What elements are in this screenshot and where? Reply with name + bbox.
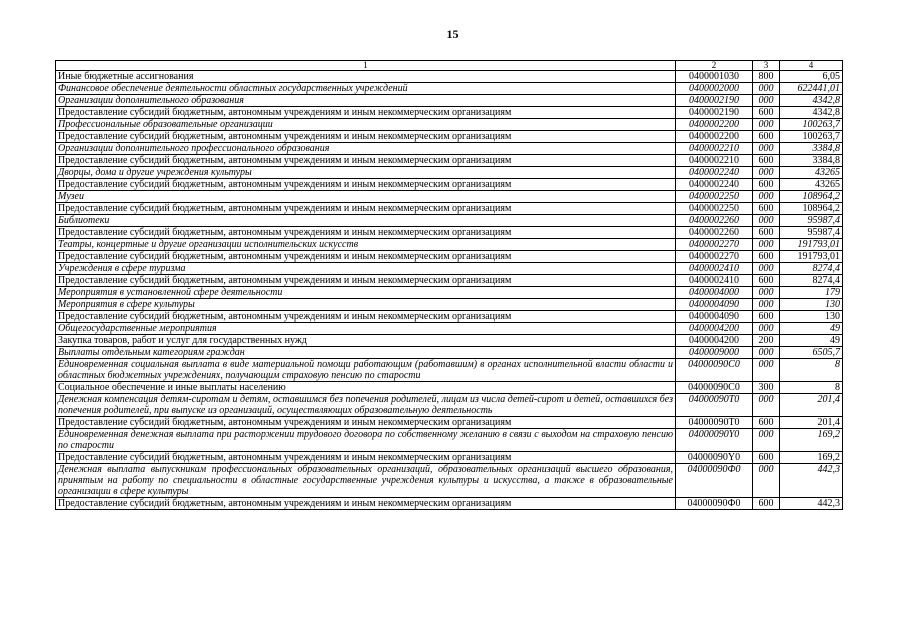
row-code: 0400002270 <box>676 239 753 251</box>
row-expense-type: 000 <box>753 464 780 498</box>
row-name: Выплаты отдельным категориям граждан <box>56 347 676 359</box>
row-name: Предоставление субсидий бюджетным, автономным учреждениям и иным некоммерческим организациям <box>56 311 676 323</box>
row-code: 0400004090 <box>676 299 753 311</box>
row-code: 0400002270 <box>676 251 753 263</box>
row-code: 0400002260 <box>676 215 753 227</box>
row-amount: 3384,8 <box>780 143 843 155</box>
row-name: Предоставление субсидий бюджетным, автономным учреждениям и иным некоммерческим организациям <box>56 107 676 119</box>
row-code: 0400001030 <box>676 71 753 83</box>
row-expense-type: 000 <box>753 215 780 227</box>
row-expense-type: 000 <box>753 95 780 107</box>
row-name: Предоставление субсидий бюджетным, автономным учреждениям и иным некоммерческим организациям <box>56 275 676 287</box>
table-row <box>56 335 843 347</box>
row-code: 0400004200 <box>676 335 753 347</box>
row-name: Предоставление субсидий бюджетным, автономным учреждениям и иным некоммерческим организациям <box>56 203 676 215</box>
table-row <box>56 299 843 311</box>
header-col-1: 1 <box>56 61 676 71</box>
row-expense-type: 000 <box>753 239 780 251</box>
row-expense-type: 000 <box>753 83 780 95</box>
row-code: 0400004000 <box>676 287 753 299</box>
row-amount: 179 <box>780 287 843 299</box>
row-code: 0400002210 <box>676 155 753 167</box>
row-expense-type: 000 <box>753 359 780 382</box>
row-name: Дворцы, дома и другие учреждения культуры <box>56 167 676 179</box>
table-row <box>56 143 843 155</box>
row-code: 04000090C0 <box>676 359 753 382</box>
row-name: Организации дополнительного профессионального образования <box>56 143 676 155</box>
row-amount: 49 <box>780 335 843 347</box>
table-row <box>56 71 843 83</box>
row-amount: 130 <box>780 311 843 323</box>
row-code: 0400002200 <box>676 131 753 143</box>
row-amount: 49 <box>780 323 843 335</box>
table-row <box>56 311 843 323</box>
table-row <box>56 452 843 464</box>
header-col-2: 2 <box>676 61 753 71</box>
row-name: Денежная компенсация детям-сиротам и детям, оставшимся без попечения родителей, лицам из числа детей-сирот и детей, оставшихся без попечения родителей, при выпуске из организаций, осуществляющих образовательную деятельность <box>56 394 676 417</box>
row-name: Закупка товаров, работ и услуг для государственных нужд <box>56 335 676 347</box>
row-name: Иные бюджетные ассигнования <box>56 71 676 83</box>
row-amount: 442,3 <box>780 498 843 510</box>
row-expense-type: 000 <box>753 394 780 417</box>
table-row <box>56 417 843 429</box>
row-amount: 8274,4 <box>780 275 843 287</box>
row-code: 0400009000 <box>676 347 753 359</box>
table-row <box>56 203 843 215</box>
table-body <box>56 71 843 510</box>
row-expense-type: 600 <box>753 131 780 143</box>
row-code: 0400002260 <box>676 227 753 239</box>
row-expense-type: 600 <box>753 452 780 464</box>
row-code: 0400004200 <box>676 323 753 335</box>
row-amount: 201,4 <box>780 394 843 417</box>
budget-table <box>55 60 843 510</box>
row-code: 04000090T0 <box>676 417 753 429</box>
row-name: Предоставление субсидий бюджетным, автономным учреждениям и иным некоммерческим организациям <box>56 131 676 143</box>
row-name: Музеи <box>56 191 676 203</box>
row-amount: 442,3 <box>780 464 843 498</box>
table-row <box>56 429 843 452</box>
row-name: Предоставление субсидий бюджетным, автономным учреждениям и иным некоммерческим организациям <box>56 452 676 464</box>
row-name: Предоставление субсидий бюджетным, автономным учреждениям и иным некоммерческим организациям <box>56 179 676 191</box>
row-name: Театры, концертные и другие организации исполнительских искусств <box>56 239 676 251</box>
row-name: Денежная выплата выпускникам профессиональных образовательных организаций, образовательных организаций высшего образования, принятым на работу по специальности в областные государственные учреждения культуры и искусства, а также в образовательные организации в сфере культуры <box>56 464 676 498</box>
row-amount: 8274,4 <box>780 263 843 275</box>
row-amount: 3384,8 <box>780 155 843 167</box>
row-amount: 8 <box>780 359 843 382</box>
page-number: 15 <box>446 27 459 41</box>
row-code: 04000090C0 <box>676 382 753 394</box>
row-amount: 130 <box>780 299 843 311</box>
row-code: 0400002200 <box>676 119 753 131</box>
table-row <box>56 239 843 251</box>
row-expense-type: 000 <box>753 167 780 179</box>
row-expense-type: 600 <box>753 417 780 429</box>
row-expense-type: 000 <box>753 299 780 311</box>
row-name: Библиотеки <box>56 215 676 227</box>
table-row <box>56 498 843 510</box>
row-expense-type: 600 <box>753 227 780 239</box>
row-amount: 169,2 <box>780 452 843 464</box>
row-name: Профессиональные образовательные организации <box>56 119 676 131</box>
table-row <box>56 382 843 394</box>
row-expense-type: 000 <box>753 347 780 359</box>
row-amount: 95987,4 <box>780 215 843 227</box>
row-amount: 108964,2 <box>780 191 843 203</box>
row-amount: 191793,01 <box>780 251 843 263</box>
row-name: Финансовое обеспечение деятельности областных государственных учреждений <box>56 83 676 95</box>
table-row <box>56 179 843 191</box>
row-expense-type: 000 <box>753 119 780 131</box>
row-expense-type: 600 <box>753 251 780 263</box>
row-amount: 43265 <box>780 179 843 191</box>
row-code: 0400002250 <box>676 203 753 215</box>
table-row <box>56 119 843 131</box>
table-row <box>56 347 843 359</box>
row-code: 04000090Ф0 <box>676 464 753 498</box>
row-code: 0400002190 <box>676 107 753 119</box>
row-expense-type: 300 <box>753 382 780 394</box>
row-code: 0400002210 <box>676 143 753 155</box>
table-row <box>56 359 843 382</box>
table-row <box>56 323 843 335</box>
row-name: Единовременная денежная выплата при расторжении трудового договора по собственному желанию в связи с выходом на страховую пенсию по старости <box>56 429 676 452</box>
row-name: Общегосударственные мероприятия <box>56 323 676 335</box>
row-expense-type: 600 <box>753 311 780 323</box>
row-expense-type: 600 <box>753 155 780 167</box>
row-amount: 100263,7 <box>780 119 843 131</box>
row-name: Предоставление субсидий бюджетным, автономным учреждениям и иным некоммерческим организациям <box>56 251 676 263</box>
row-code: 04000090T0 <box>676 394 753 417</box>
row-expense-type: 000 <box>753 429 780 452</box>
table-row <box>56 275 843 287</box>
header-col-3: 3 <box>753 61 780 71</box>
row-expense-type: 000 <box>753 323 780 335</box>
table-row <box>56 263 843 275</box>
row-amount: 169,2 <box>780 429 843 452</box>
table-header <box>56 61 843 71</box>
row-name: Предоставление субсидий бюджетным, автономным учреждениям и иным некоммерческим организациям <box>56 498 676 510</box>
table-row <box>56 394 843 417</box>
row-amount: 43265 <box>780 167 843 179</box>
row-expense-type: 600 <box>753 203 780 215</box>
row-expense-type: 000 <box>753 191 780 203</box>
row-amount: 191793,01 <box>780 239 843 251</box>
row-amount: 4342,8 <box>780 107 843 119</box>
table-row <box>56 155 843 167</box>
row-name: Учреждения в сфере туризма <box>56 263 676 275</box>
row-code: 04000090Y0 <box>676 452 753 464</box>
row-amount: 4342,8 <box>780 95 843 107</box>
table-row <box>56 83 843 95</box>
row-name: Социальное обеспечение и иные выплаты населению <box>56 382 676 394</box>
header-col-4: 4 <box>780 61 843 71</box>
row-expense-type: 000 <box>753 287 780 299</box>
row-name: Мероприятия в установленной сфере деятельности <box>56 287 676 299</box>
row-expense-type: 600 <box>753 179 780 191</box>
row-amount: 108964,2 <box>780 203 843 215</box>
table-row <box>56 287 843 299</box>
row-expense-type: 200 <box>753 335 780 347</box>
table-row <box>56 107 843 119</box>
row-name: Предоставление субсидий бюджетным, автономным учреждениям и иным некоммерческим организациям <box>56 227 676 239</box>
row-amount: 6,05 <box>780 71 843 83</box>
row-expense-type: 000 <box>753 263 780 275</box>
row-name: Организации дополнительного образования <box>56 95 676 107</box>
row-amount: 100263,7 <box>780 131 843 143</box>
row-name: Единовременная социальная выплата в виде материальной помощи работающим (работавшим) в органах исполнительной власти области и областных бюджетных учреждениях, получающим страховую пенсию по старости <box>56 359 676 382</box>
row-code: 0400002000 <box>676 83 753 95</box>
row-code: 0400004090 <box>676 311 753 323</box>
row-name: Предоставление субсидий бюджетным, автономным учреждениям и иным некоммерческим организациям <box>56 417 676 429</box>
row-amount: 622441,01 <box>780 83 843 95</box>
row-expense-type: 000 <box>753 143 780 155</box>
row-code: 0400002410 <box>676 263 753 275</box>
row-amount: 95987,4 <box>780 227 843 239</box>
table-row <box>56 464 843 498</box>
row-code: 04000090Ф0 <box>676 498 753 510</box>
row-code: 0400002410 <box>676 275 753 287</box>
table-row <box>56 131 843 143</box>
row-expense-type: 600 <box>753 275 780 287</box>
table-row <box>56 215 843 227</box>
row-expense-type: 600 <box>753 498 780 510</box>
row-expense-type: 800 <box>753 71 780 83</box>
row-amount: 6505,7 <box>780 347 843 359</box>
row-code: 0400002250 <box>676 191 753 203</box>
row-code: 0400002240 <box>676 167 753 179</box>
row-code: 04000090Y0 <box>676 429 753 452</box>
row-name: Предоставление субсидий бюджетным, автономным учреждениям и иным некоммерческим организациям <box>56 155 676 167</box>
table-row <box>56 251 843 263</box>
table-row <box>56 167 843 179</box>
row-amount: 8 <box>780 382 843 394</box>
row-name: Мероприятия в сфере культуры <box>56 299 676 311</box>
row-code: 0400002190 <box>676 95 753 107</box>
row-expense-type: 600 <box>753 107 780 119</box>
row-code: 0400002240 <box>676 179 753 191</box>
table-row <box>56 227 843 239</box>
table-row <box>56 95 843 107</box>
row-amount: 201,4 <box>780 417 843 429</box>
table-row <box>56 191 843 203</box>
